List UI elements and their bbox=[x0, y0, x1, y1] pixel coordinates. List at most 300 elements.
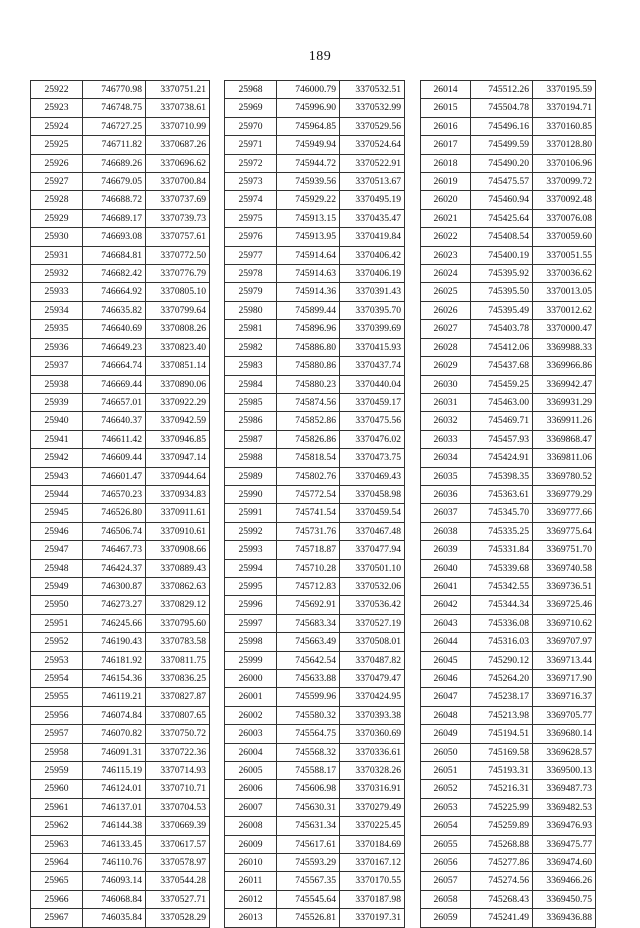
point-id-cell: 25961 bbox=[31, 798, 83, 816]
y-coordinate-cell: 3370501.10 bbox=[340, 559, 405, 577]
table-row bbox=[421, 357, 596, 375]
x-coordinate-cell: 746635.82 bbox=[83, 301, 146, 319]
y-coordinate-cell: 3370862.63 bbox=[146, 577, 210, 595]
x-coordinate-cell: 745718.87 bbox=[277, 541, 340, 559]
table-row bbox=[31, 817, 210, 835]
point-id-cell: 25936 bbox=[31, 338, 83, 356]
y-coordinate-cell: 3370544.28 bbox=[146, 872, 210, 890]
x-coordinate-cell: 746649.23 bbox=[83, 338, 146, 356]
table-row bbox=[421, 136, 596, 154]
table-row bbox=[225, 780, 405, 798]
point-id-cell: 25981 bbox=[225, 320, 277, 338]
y-coordinate-cell: 3370522.91 bbox=[340, 154, 405, 172]
table-row bbox=[421, 670, 596, 688]
point-id-cell: 25973 bbox=[225, 173, 277, 191]
x-coordinate-cell: 745818.54 bbox=[277, 449, 340, 467]
x-coordinate-cell: 745663.49 bbox=[277, 633, 340, 651]
table-row bbox=[225, 651, 405, 669]
y-coordinate-cell: 3369705.77 bbox=[533, 706, 596, 724]
y-coordinate-cell: 3370757.61 bbox=[146, 228, 210, 246]
x-coordinate-cell: 745395.49 bbox=[471, 301, 533, 319]
point-id-cell: 25933 bbox=[31, 283, 83, 301]
table-row bbox=[31, 136, 210, 154]
y-coordinate-cell: 3369751.70 bbox=[533, 541, 596, 559]
y-coordinate-cell: 3369966.86 bbox=[533, 357, 596, 375]
y-coordinate-cell: 3370092.48 bbox=[533, 191, 596, 209]
x-coordinate-cell: 745913.95 bbox=[277, 228, 340, 246]
point-id-cell: 25941 bbox=[31, 430, 83, 448]
table-row bbox=[421, 522, 596, 540]
table-row bbox=[421, 209, 596, 227]
point-id-cell: 26011 bbox=[225, 872, 277, 890]
table-row bbox=[421, 559, 596, 577]
y-coordinate-cell: 3369740.58 bbox=[533, 559, 596, 577]
coordinate-table-right bbox=[420, 80, 596, 928]
y-coordinate-cell: 3370528.29 bbox=[146, 909, 210, 927]
point-id-cell: 25932 bbox=[31, 265, 83, 283]
table-row bbox=[421, 265, 596, 283]
x-coordinate-cell: 746711.82 bbox=[83, 136, 146, 154]
point-id-cell: 26050 bbox=[421, 743, 471, 761]
point-id-cell: 26055 bbox=[421, 835, 471, 853]
point-id-cell: 25970 bbox=[225, 117, 277, 135]
x-coordinate-cell: 745268.43 bbox=[471, 890, 533, 908]
x-coordinate-cell: 745545.64 bbox=[277, 890, 340, 908]
x-coordinate-cell: 745344.34 bbox=[471, 596, 533, 614]
point-id-cell: 26059 bbox=[421, 909, 471, 927]
table-row bbox=[225, 209, 405, 227]
y-coordinate-cell: 3370617.57 bbox=[146, 835, 210, 853]
table-row bbox=[421, 485, 596, 503]
table-row bbox=[31, 357, 210, 375]
x-coordinate-cell: 746611.42 bbox=[83, 430, 146, 448]
y-coordinate-cell: 3370495.19 bbox=[340, 191, 405, 209]
y-coordinate-cell: 3370458.98 bbox=[340, 485, 405, 503]
table-row bbox=[421, 467, 596, 485]
x-coordinate-cell: 745496.16 bbox=[471, 117, 533, 135]
x-coordinate-cell: 745564.75 bbox=[277, 725, 340, 743]
table-row bbox=[225, 301, 405, 319]
point-id-cell: 26020 bbox=[421, 191, 471, 209]
table-row bbox=[421, 909, 596, 927]
y-coordinate-cell: 3370827.87 bbox=[146, 688, 210, 706]
point-id-cell: 25968 bbox=[225, 81, 277, 99]
point-id-cell: 25989 bbox=[225, 467, 277, 485]
x-coordinate-cell: 745463.00 bbox=[471, 393, 533, 411]
y-coordinate-cell: 3370829.12 bbox=[146, 596, 210, 614]
table-row bbox=[31, 504, 210, 522]
y-coordinate-cell: 3370099.72 bbox=[533, 173, 596, 191]
point-id-cell: 26006 bbox=[225, 780, 277, 798]
y-coordinate-cell: 3370013.05 bbox=[533, 283, 596, 301]
y-coordinate-cell: 3370934.83 bbox=[146, 485, 210, 503]
y-coordinate-cell: 3369487.73 bbox=[533, 780, 596, 798]
point-id-cell: 26052 bbox=[421, 780, 471, 798]
point-id-cell: 26046 bbox=[421, 670, 471, 688]
point-id-cell: 26031 bbox=[421, 393, 471, 411]
point-id-cell: 25950 bbox=[31, 596, 83, 614]
y-coordinate-cell: 3370360.69 bbox=[340, 725, 405, 743]
point-id-cell: 25924 bbox=[31, 117, 83, 135]
table-row bbox=[225, 265, 405, 283]
y-coordinate-cell: 3370536.42 bbox=[340, 596, 405, 614]
y-coordinate-cell: 3370532.06 bbox=[340, 577, 405, 595]
table-row bbox=[225, 798, 405, 816]
x-coordinate-cell: 746640.37 bbox=[83, 412, 146, 430]
point-id-cell: 26008 bbox=[225, 817, 277, 835]
table-row bbox=[421, 890, 596, 908]
x-coordinate-cell: 745290.12 bbox=[471, 651, 533, 669]
point-id-cell: 25928 bbox=[31, 191, 83, 209]
y-coordinate-cell: 3370513.67 bbox=[340, 173, 405, 191]
point-id-cell: 25995 bbox=[225, 577, 277, 595]
y-coordinate-cell: 3370811.75 bbox=[146, 651, 210, 669]
x-coordinate-cell: 745683.34 bbox=[277, 614, 340, 632]
x-coordinate-cell: 745437.68 bbox=[471, 357, 533, 375]
y-coordinate-cell: 3369988.33 bbox=[533, 338, 596, 356]
table-row bbox=[225, 81, 405, 99]
table-row bbox=[225, 283, 405, 301]
point-id-cell: 25951 bbox=[31, 614, 83, 632]
y-coordinate-cell: 3369628.57 bbox=[533, 743, 596, 761]
y-coordinate-cell: 3370532.51 bbox=[340, 81, 405, 99]
table-row bbox=[31, 191, 210, 209]
table-row bbox=[31, 412, 210, 430]
x-coordinate-cell: 746664.92 bbox=[83, 283, 146, 301]
x-coordinate-cell: 745826.86 bbox=[277, 430, 340, 448]
y-coordinate-cell: 3370532.99 bbox=[340, 99, 405, 117]
table-row bbox=[421, 504, 596, 522]
x-coordinate-cell: 745169.58 bbox=[471, 743, 533, 761]
x-coordinate-cell: 746689.26 bbox=[83, 154, 146, 172]
y-coordinate-cell: 3369450.75 bbox=[533, 890, 596, 908]
point-id-cell: 25930 bbox=[31, 228, 83, 246]
table-row bbox=[31, 688, 210, 706]
point-id-cell: 26025 bbox=[421, 283, 471, 301]
point-id-cell: 26017 bbox=[421, 136, 471, 154]
point-id-cell: 25944 bbox=[31, 485, 83, 503]
point-id-cell: 25980 bbox=[225, 301, 277, 319]
point-id-cell: 26054 bbox=[421, 817, 471, 835]
y-coordinate-cell: 3370167.12 bbox=[340, 854, 405, 872]
y-coordinate-cell: 3370160.85 bbox=[533, 117, 596, 135]
table-row bbox=[421, 651, 596, 669]
x-coordinate-cell: 745914.63 bbox=[277, 265, 340, 283]
table-row bbox=[31, 467, 210, 485]
y-coordinate-cell: 3369775.64 bbox=[533, 522, 596, 540]
table-row bbox=[225, 688, 405, 706]
y-coordinate-cell: 3370435.47 bbox=[340, 209, 405, 227]
x-coordinate-cell: 745642.54 bbox=[277, 651, 340, 669]
point-id-cell: 25963 bbox=[31, 835, 83, 853]
point-id-cell: 25993 bbox=[225, 541, 277, 559]
x-coordinate-cell: 745880.23 bbox=[277, 375, 340, 393]
x-coordinate-cell: 745238.17 bbox=[471, 688, 533, 706]
point-id-cell: 25959 bbox=[31, 762, 83, 780]
x-coordinate-cell: 745412.06 bbox=[471, 338, 533, 356]
point-id-cell: 26030 bbox=[421, 375, 471, 393]
point-id-cell: 26044 bbox=[421, 633, 471, 651]
table-row bbox=[225, 872, 405, 890]
x-coordinate-cell: 746424.37 bbox=[83, 559, 146, 577]
x-coordinate-cell: 746137.01 bbox=[83, 798, 146, 816]
table-row bbox=[31, 117, 210, 135]
y-coordinate-cell: 3370393.38 bbox=[340, 706, 405, 724]
table-row bbox=[31, 485, 210, 503]
table-row bbox=[421, 706, 596, 724]
point-id-cell: 26038 bbox=[421, 522, 471, 540]
table-row bbox=[421, 393, 596, 411]
point-id-cell: 26032 bbox=[421, 412, 471, 430]
y-coordinate-cell: 3370710.99 bbox=[146, 117, 210, 135]
point-id-cell: 25955 bbox=[31, 688, 83, 706]
y-coordinate-cell: 3369500.13 bbox=[533, 762, 596, 780]
y-coordinate-cell: 3370704.53 bbox=[146, 798, 210, 816]
x-coordinate-cell: 745633.88 bbox=[277, 670, 340, 688]
y-coordinate-cell: 3370807.65 bbox=[146, 706, 210, 724]
x-coordinate-cell: 745499.59 bbox=[471, 136, 533, 154]
point-id-cell: 26009 bbox=[225, 835, 277, 853]
point-id-cell: 26027 bbox=[421, 320, 471, 338]
y-coordinate-cell: 3369707.97 bbox=[533, 633, 596, 651]
point-id-cell: 25988 bbox=[225, 449, 277, 467]
page-number: 189 bbox=[308, 49, 332, 64]
y-coordinate-cell: 3370473.75 bbox=[340, 449, 405, 467]
table-row bbox=[31, 872, 210, 890]
point-id-cell: 26040 bbox=[421, 559, 471, 577]
y-coordinate-cell: 3370772.50 bbox=[146, 246, 210, 264]
y-coordinate-cell: 3370795.60 bbox=[146, 614, 210, 632]
point-id-cell: 25967 bbox=[31, 909, 83, 927]
point-id-cell: 25987 bbox=[225, 430, 277, 448]
x-coordinate-cell: 745617.61 bbox=[277, 835, 340, 853]
table-row bbox=[421, 596, 596, 614]
x-coordinate-cell: 745475.57 bbox=[471, 173, 533, 191]
y-coordinate-cell: 3370527.19 bbox=[340, 614, 405, 632]
x-coordinate-cell: 745512.26 bbox=[471, 81, 533, 99]
point-id-cell: 25999 bbox=[225, 651, 277, 669]
x-coordinate-cell: 746273.27 bbox=[83, 596, 146, 614]
y-coordinate-cell: 3370738.61 bbox=[146, 99, 210, 117]
y-coordinate-cell: 3370128.80 bbox=[533, 136, 596, 154]
point-id-cell: 26010 bbox=[225, 854, 277, 872]
y-coordinate-cell: 3370336.61 bbox=[340, 743, 405, 761]
table-row bbox=[225, 835, 405, 853]
point-id-cell: 26012 bbox=[225, 890, 277, 908]
table-row bbox=[225, 228, 405, 246]
table-row bbox=[31, 338, 210, 356]
y-coordinate-cell: 3370687.26 bbox=[146, 136, 210, 154]
y-coordinate-cell: 3370722.36 bbox=[146, 743, 210, 761]
point-id-cell: 26004 bbox=[225, 743, 277, 761]
table-row bbox=[421, 725, 596, 743]
y-coordinate-cell: 3370910.61 bbox=[146, 522, 210, 540]
table-row bbox=[421, 817, 596, 835]
point-id-cell: 25978 bbox=[225, 265, 277, 283]
x-coordinate-cell: 746669.44 bbox=[83, 375, 146, 393]
y-coordinate-cell: 3370799.64 bbox=[146, 301, 210, 319]
point-id-cell: 25925 bbox=[31, 136, 83, 154]
table-row bbox=[31, 743, 210, 761]
y-coordinate-cell: 3370823.40 bbox=[146, 338, 210, 356]
y-coordinate-cell: 3369780.52 bbox=[533, 467, 596, 485]
x-coordinate-cell: 746300.87 bbox=[83, 577, 146, 595]
table-row bbox=[421, 283, 596, 301]
x-coordinate-cell: 745403.78 bbox=[471, 320, 533, 338]
y-coordinate-cell: 3370946.85 bbox=[146, 430, 210, 448]
table-row bbox=[31, 559, 210, 577]
x-coordinate-cell: 745630.31 bbox=[277, 798, 340, 816]
x-coordinate-cell: 745567.35 bbox=[277, 872, 340, 890]
y-coordinate-cell: 3370922.29 bbox=[146, 393, 210, 411]
point-id-cell: 26041 bbox=[421, 577, 471, 595]
coordinate-table-middle bbox=[224, 80, 405, 928]
x-coordinate-cell: 745460.94 bbox=[471, 191, 533, 209]
x-coordinate-cell: 746748.75 bbox=[83, 99, 146, 117]
point-id-cell: 25996 bbox=[225, 596, 277, 614]
point-id-cell: 25969 bbox=[225, 99, 277, 117]
point-id-cell: 26048 bbox=[421, 706, 471, 724]
x-coordinate-cell: 745913.15 bbox=[277, 209, 340, 227]
table-row bbox=[225, 136, 405, 154]
x-coordinate-cell: 745526.81 bbox=[277, 909, 340, 927]
point-id-cell: 25998 bbox=[225, 633, 277, 651]
table-row bbox=[421, 191, 596, 209]
y-coordinate-cell: 3369716.37 bbox=[533, 688, 596, 706]
table-row bbox=[31, 209, 210, 227]
x-coordinate-cell: 745944.72 bbox=[277, 154, 340, 172]
table-row bbox=[31, 265, 210, 283]
table-row bbox=[225, 743, 405, 761]
table-row bbox=[31, 577, 210, 595]
x-coordinate-cell: 746068.84 bbox=[83, 890, 146, 908]
y-coordinate-cell: 3370406.19 bbox=[340, 265, 405, 283]
x-coordinate-cell: 745741.54 bbox=[277, 504, 340, 522]
y-coordinate-cell: 3369736.51 bbox=[533, 577, 596, 595]
y-coordinate-cell: 3370012.62 bbox=[533, 301, 596, 319]
point-id-cell: 26000 bbox=[225, 670, 277, 688]
x-coordinate-cell: 746609.44 bbox=[83, 449, 146, 467]
table-row bbox=[225, 467, 405, 485]
y-coordinate-cell: 3370751.21 bbox=[146, 81, 210, 99]
table-row bbox=[421, 412, 596, 430]
y-coordinate-cell: 3370194.71 bbox=[533, 99, 596, 117]
y-coordinate-cell: 3370059.60 bbox=[533, 228, 596, 246]
point-id-cell: 25954 bbox=[31, 670, 83, 688]
x-coordinate-cell: 745424.91 bbox=[471, 449, 533, 467]
point-id-cell: 26028 bbox=[421, 338, 471, 356]
point-id-cell: 25982 bbox=[225, 338, 277, 356]
table-row bbox=[31, 393, 210, 411]
y-coordinate-cell: 3370805.10 bbox=[146, 283, 210, 301]
y-coordinate-cell: 3370424.95 bbox=[340, 688, 405, 706]
table-row bbox=[421, 301, 596, 319]
y-coordinate-cell: 3370197.31 bbox=[340, 909, 405, 927]
x-coordinate-cell: 746640.69 bbox=[83, 320, 146, 338]
x-coordinate-cell: 745213.98 bbox=[471, 706, 533, 724]
table-row bbox=[225, 854, 405, 872]
table-row bbox=[31, 228, 210, 246]
table-row bbox=[31, 633, 210, 651]
point-id-cell: 25960 bbox=[31, 780, 83, 798]
y-coordinate-cell: 3370459.17 bbox=[340, 393, 405, 411]
x-coordinate-cell: 746190.43 bbox=[83, 633, 146, 651]
y-coordinate-cell: 3370527.71 bbox=[146, 890, 210, 908]
table-row bbox=[421, 430, 596, 448]
table-row bbox=[421, 633, 596, 651]
x-coordinate-cell: 746467.73 bbox=[83, 541, 146, 559]
table-row bbox=[225, 375, 405, 393]
point-id-cell: 26015 bbox=[421, 99, 471, 117]
y-coordinate-cell: 3369779.29 bbox=[533, 485, 596, 503]
y-coordinate-cell: 3369725.46 bbox=[533, 596, 596, 614]
table-row bbox=[421, 228, 596, 246]
point-id-cell: 25985 bbox=[225, 393, 277, 411]
y-coordinate-cell: 3369680.14 bbox=[533, 725, 596, 743]
table-row bbox=[225, 670, 405, 688]
table-row bbox=[31, 890, 210, 908]
y-coordinate-cell: 3370170.55 bbox=[340, 872, 405, 890]
y-coordinate-cell: 3369717.90 bbox=[533, 670, 596, 688]
y-coordinate-cell: 3369811.06 bbox=[533, 449, 596, 467]
y-coordinate-cell: 3370106.96 bbox=[533, 154, 596, 172]
y-coordinate-cell: 3370195.59 bbox=[533, 81, 596, 99]
x-coordinate-cell: 746688.72 bbox=[83, 191, 146, 209]
table-row bbox=[31, 375, 210, 393]
table-row bbox=[225, 559, 405, 577]
x-coordinate-cell: 745949.94 bbox=[277, 136, 340, 154]
x-coordinate-cell: 745852.86 bbox=[277, 412, 340, 430]
x-coordinate-cell: 745277.86 bbox=[471, 854, 533, 872]
x-coordinate-cell: 745336.08 bbox=[471, 614, 533, 632]
table-row bbox=[31, 614, 210, 632]
point-id-cell: 26036 bbox=[421, 485, 471, 503]
table-row bbox=[31, 909, 210, 927]
x-coordinate-cell: 745772.54 bbox=[277, 485, 340, 503]
table-row bbox=[31, 173, 210, 191]
point-id-cell: 26047 bbox=[421, 688, 471, 706]
point-id-cell: 25990 bbox=[225, 485, 277, 503]
x-coordinate-cell: 745216.31 bbox=[471, 780, 533, 798]
y-coordinate-cell: 3370184.69 bbox=[340, 835, 405, 853]
y-coordinate-cell: 3369777.66 bbox=[533, 504, 596, 522]
point-id-cell: 26005 bbox=[225, 762, 277, 780]
table-row bbox=[421, 154, 596, 172]
x-coordinate-cell: 745580.32 bbox=[277, 706, 340, 724]
y-coordinate-cell: 3369466.26 bbox=[533, 872, 596, 890]
table-row bbox=[225, 338, 405, 356]
x-coordinate-cell: 746070.82 bbox=[83, 725, 146, 743]
point-id-cell: 25994 bbox=[225, 559, 277, 577]
table-row bbox=[225, 485, 405, 503]
y-coordinate-cell: 3370776.79 bbox=[146, 265, 210, 283]
table-row bbox=[31, 541, 210, 559]
table-row bbox=[31, 725, 210, 743]
x-coordinate-cell: 745588.17 bbox=[277, 762, 340, 780]
point-id-cell: 25949 bbox=[31, 577, 83, 595]
x-coordinate-cell: 745568.32 bbox=[277, 743, 340, 761]
point-id-cell: 25974 bbox=[225, 191, 277, 209]
point-id-cell: 26051 bbox=[421, 762, 471, 780]
y-coordinate-cell: 3370944.64 bbox=[146, 467, 210, 485]
point-id-cell: 25926 bbox=[31, 154, 83, 172]
table-row bbox=[31, 670, 210, 688]
coordinate-table-left bbox=[30, 80, 210, 928]
point-id-cell: 26034 bbox=[421, 449, 471, 467]
table-row bbox=[421, 798, 596, 816]
x-coordinate-cell: 745459.25 bbox=[471, 375, 533, 393]
point-id-cell: 25953 bbox=[31, 651, 83, 669]
